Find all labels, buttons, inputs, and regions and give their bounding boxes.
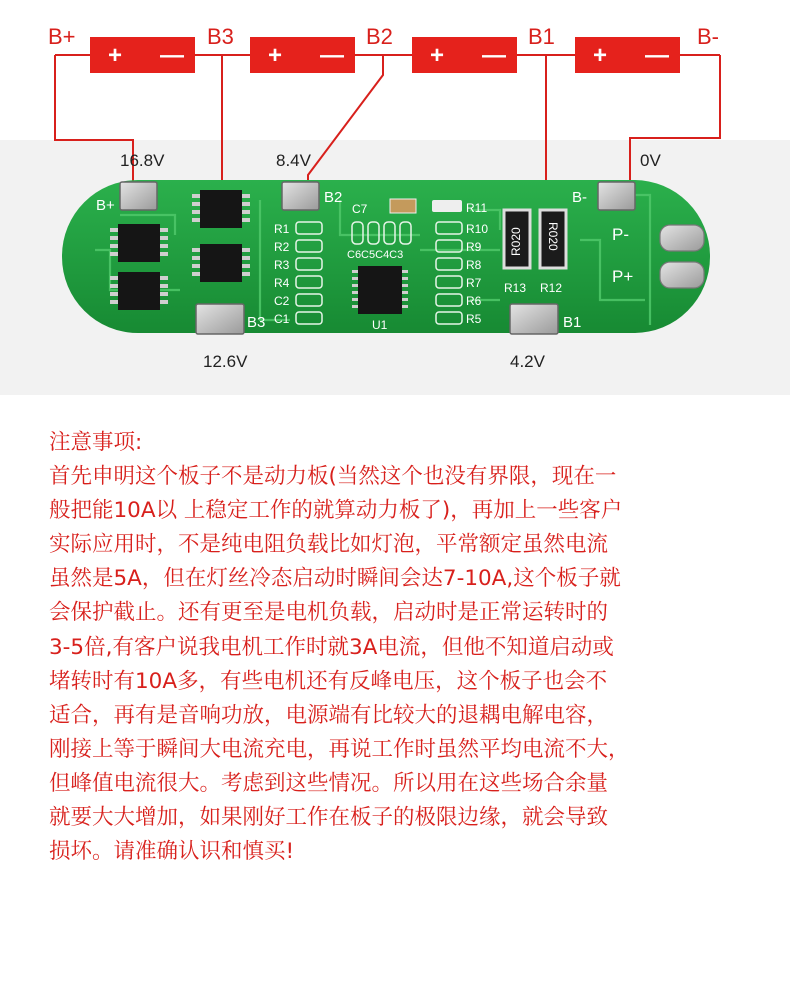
terminal-b1: B1 xyxy=(528,24,555,49)
pcb-label-r12: R12 xyxy=(540,281,563,295)
pcb-label-u1: U1 xyxy=(372,318,388,332)
pcb-label-r3: R3 xyxy=(274,258,290,272)
cell-2-minus: — xyxy=(320,42,344,69)
notes-line: 堵转时有10A多，有些电机还有反峰电压，这个板子也会不 xyxy=(49,668,608,694)
voltage-16-8: 16.8V xyxy=(120,151,165,170)
pcb-label-b1: B1 xyxy=(563,314,582,331)
notes-section xyxy=(49,426,774,869)
terminal-b-plus: B+ xyxy=(48,24,76,49)
pcb-label-r7: R7 xyxy=(466,276,482,290)
r12-sense-resistor xyxy=(540,210,566,268)
cell-3-plus: + xyxy=(430,42,445,69)
pcb-label-r6: R6 xyxy=(466,294,482,308)
notes-line: 首先申明这个板子不是动力板(当然这个也没有界限，现在一 xyxy=(49,464,617,490)
pcb-label-b-plus: B+ xyxy=(96,197,115,214)
pad-b3 xyxy=(196,304,244,334)
p-plus-pad xyxy=(660,262,704,288)
battery-cell-1 xyxy=(90,37,195,73)
cell-4-plus: + xyxy=(593,42,608,69)
voltage-0: 0V xyxy=(640,151,661,170)
notes-line: 就要大大增加，如果刚好工作在板子的极限边缘，就会导致 xyxy=(49,805,609,831)
pad-b-plus xyxy=(120,182,157,210)
terminal-b3: B3 xyxy=(207,24,234,49)
battery-cell-4 xyxy=(575,37,680,73)
pcb-label-b2: B2 xyxy=(324,189,343,206)
notes-line: 会保护截止。还有更至是电机负载，启动时是正常运转时的 xyxy=(49,600,609,626)
terminal-b-minus: B- xyxy=(697,24,719,49)
bms-wiring-diagram xyxy=(0,0,790,400)
pcb-label-c1: C1 xyxy=(274,312,290,326)
terminal-b2: B2 xyxy=(366,24,393,49)
pcb-label-r10: R10 xyxy=(466,222,489,236)
notes-line: 实际应用时，不是纯电阻负载比如灯泡，平常额定虽然电流 xyxy=(49,532,609,558)
p-minus-pad xyxy=(660,225,704,251)
voltage-4-2: 4.2V xyxy=(510,352,545,371)
notes-line: 损坏。请准确认识和慎买! xyxy=(49,839,295,865)
u1-chip xyxy=(358,266,402,314)
pcb-label-r4: R4 xyxy=(274,276,290,290)
pcb-label-r2: R2 xyxy=(274,240,290,254)
r11-resistor xyxy=(432,200,462,212)
cell-1-minus: — xyxy=(160,42,184,69)
voltage-8-4: 8.4V xyxy=(276,151,311,170)
pcb-label-r5: R5 xyxy=(466,312,482,326)
notes-line: 但峰值电流很大。考虑到这些情况。所以用在这些场合余量 xyxy=(49,770,609,796)
notes-line: 虽然是5A，但在灯丝冷态启动时瞬间会达7-10A,这个板子就 xyxy=(49,566,621,592)
pcb-label-p-minus: P- xyxy=(612,225,629,244)
battery-cell-2 xyxy=(250,37,355,73)
pad-b-minus xyxy=(598,182,635,210)
pcb-label-c7: C7 xyxy=(352,202,368,216)
battery-cell-3 xyxy=(412,37,517,73)
notes-line: 般把能10A以 上稳定工作的就算动力板了)，再加上一些客户 xyxy=(49,498,623,524)
cell-2-plus: + xyxy=(268,42,283,69)
r13-sense-resistor xyxy=(504,210,530,268)
notes-heading: 注意事项: xyxy=(49,430,143,455)
c7-capacitor xyxy=(390,199,416,213)
notes-line: 刚接上等于瞬间大电流充电，再说工作时虽然平均电流不大， xyxy=(49,736,630,762)
pcb-label-r8: R8 xyxy=(466,258,482,272)
pcb-label-r1: R1 xyxy=(274,222,290,236)
pcb-label-c2: C2 xyxy=(274,294,290,308)
pad-b1 xyxy=(510,304,558,334)
pcb-label-c6c5c4c3: C6C5C4C3 xyxy=(347,249,404,261)
cell-1-plus: + xyxy=(108,42,123,69)
pad-b2 xyxy=(282,182,319,210)
cell-4-minus: — xyxy=(645,42,669,69)
r020-label-a: R020 xyxy=(509,227,523,256)
voltage-12-6: 12.6V xyxy=(203,352,248,371)
pcb-label-r13: R13 xyxy=(504,281,527,295)
pcb-label-b-minus: B- xyxy=(572,189,587,206)
pcb-label-r9: R9 xyxy=(466,240,482,254)
notes-line: 适合，再有是音响功放，电源端有比较大的退耦电解电容， xyxy=(49,702,609,728)
pcb-label-r11: R11 xyxy=(466,201,488,215)
notes-line: 3-5倍,有客户说我电机工作时就3A电流，但他不知道启动或 xyxy=(49,634,614,660)
pcb-label-p-plus: P+ xyxy=(612,267,634,286)
pcb-label-b3: B3 xyxy=(247,314,266,331)
cell-3-minus: — xyxy=(482,42,506,69)
r020-label-b: R020 xyxy=(546,222,560,251)
